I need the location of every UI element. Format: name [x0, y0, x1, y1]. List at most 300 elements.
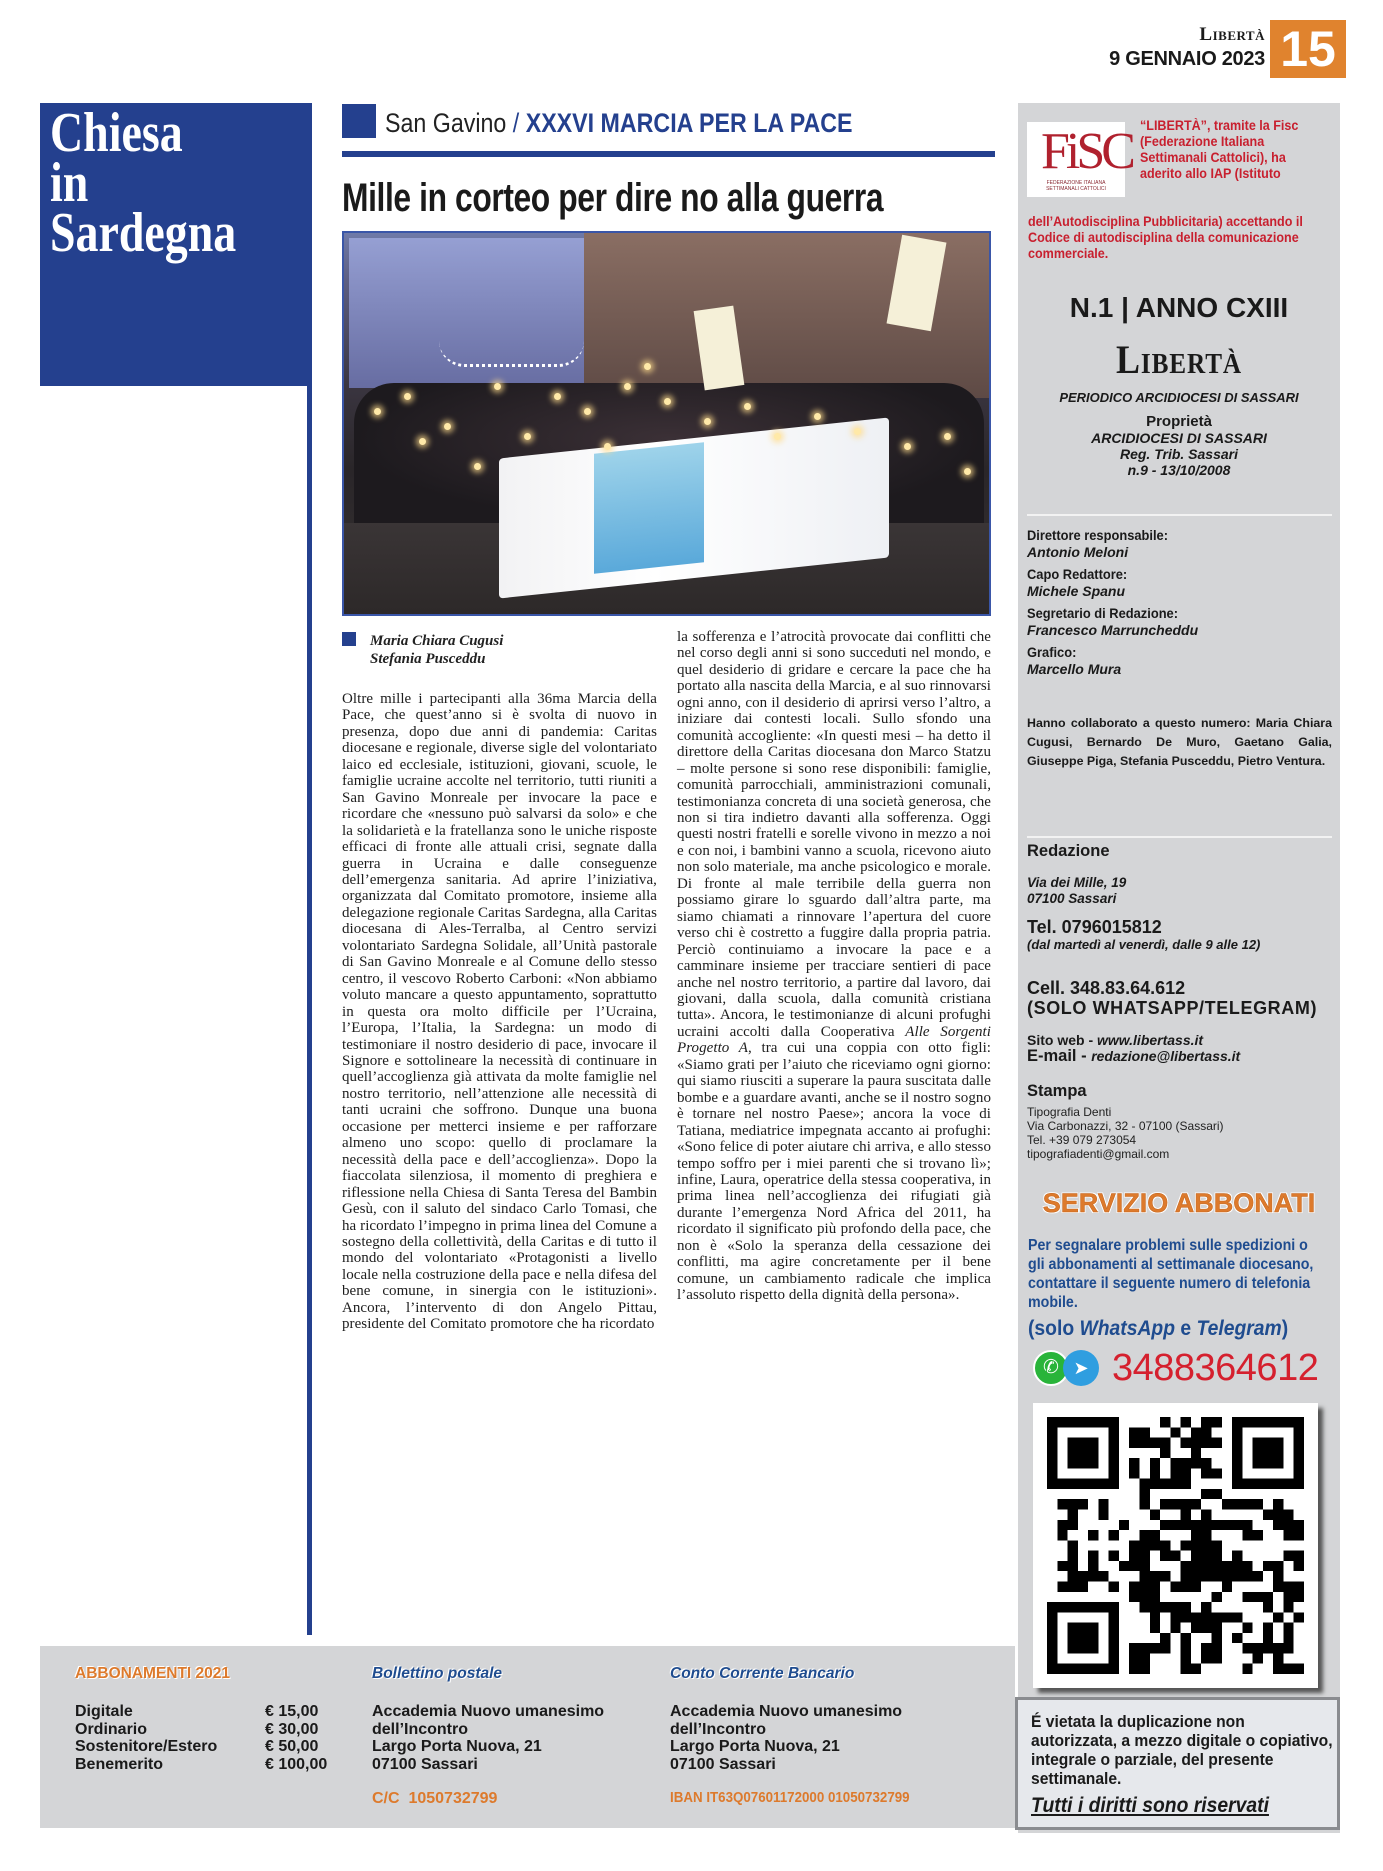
qr-module	[1088, 1623, 1098, 1633]
qr-module	[1294, 1438, 1304, 1448]
qr-module	[1068, 1458, 1078, 1468]
qr-module	[1181, 1458, 1191, 1468]
printer-line: tipografiadenti@gmail.com	[1027, 1147, 1170, 1161]
qr-module	[1140, 1530, 1150, 1540]
staff-name: Michele Spanu	[1027, 582, 1126, 599]
qr-module	[1273, 1499, 1283, 1509]
qr-module	[1191, 1612, 1201, 1622]
registration: Reg. Trib. Sassari	[1119, 446, 1238, 462]
candle-light	[494, 383, 501, 390]
qr-module	[1211, 1438, 1221, 1448]
qr-module	[1129, 1551, 1139, 1561]
address-line: Largo Porta Nuova, 21	[670, 1738, 840, 1755]
qr-module	[1211, 1633, 1221, 1643]
qr-module	[1150, 1581, 1160, 1591]
address-line: Accademia Nuovo umanesimo	[670, 1703, 903, 1720]
page-number: 15	[1270, 20, 1346, 78]
qr-module	[1222, 1612, 1232, 1622]
qr-module	[1273, 1520, 1283, 1530]
qr-module	[1140, 1592, 1150, 1602]
kicker-rule	[342, 151, 995, 157]
qr-module	[1181, 1499, 1191, 1509]
qr-module	[1191, 1551, 1201, 1561]
fisc-logo	[1027, 122, 1132, 197]
qr-module	[1129, 1458, 1139, 1468]
headline: Mille in corteo per dire no alla guerra	[342, 176, 884, 220]
qr-module	[1242, 1499, 1252, 1509]
qr-module	[1057, 1479, 1067, 1489]
qr-module	[1109, 1551, 1119, 1561]
qr-module	[1068, 1561, 1078, 1571]
qr-module	[1201, 1571, 1211, 1581]
qr-module	[1047, 1653, 1057, 1663]
qr-module	[1283, 1479, 1293, 1489]
candle-light	[704, 418, 711, 425]
address-line: 07100 Sassari	[1027, 891, 1117, 906]
qr-module	[1181, 1653, 1191, 1663]
periodico: PERIODICO ARCIDIOCESI DI SASSARI	[1059, 390, 1299, 405]
qr-module	[1191, 1520, 1201, 1530]
qr-module	[1129, 1581, 1139, 1591]
qr-module	[1160, 1643, 1170, 1653]
qr-module	[1211, 1623, 1221, 1633]
qr-module	[1088, 1664, 1098, 1674]
qr-module	[1129, 1540, 1139, 1550]
byline-square	[342, 632, 356, 646]
qr-module	[1088, 1571, 1098, 1581]
qr-module	[1191, 1448, 1201, 1458]
qr-module	[1078, 1664, 1088, 1674]
qr-module	[1078, 1602, 1088, 1612]
qr-module	[1253, 1448, 1263, 1458]
qr-module	[1283, 1530, 1293, 1540]
qr-module	[1181, 1664, 1191, 1674]
qr-module	[1119, 1561, 1129, 1571]
qr-module	[1232, 1479, 1242, 1489]
qr-module	[1170, 1551, 1180, 1561]
collaborators: Hanno collaborato a questo numero: Maria Chiara Cugusi, Bernardo De Muro, Gaetano Galia, Giuseppe Piga, Stefania Pusceddu, Pietro Ventura.	[1027, 716, 1332, 768]
qr-module	[1047, 1448, 1057, 1458]
qr-module	[1129, 1643, 1139, 1653]
qr-module	[1170, 1612, 1180, 1622]
bank-address	[670, 1703, 902, 1773]
qr-module	[1273, 1653, 1283, 1663]
qr-module	[1294, 1581, 1304, 1591]
qr-module	[1170, 1581, 1180, 1591]
staff-item	[1027, 527, 1332, 560]
staff-role: Capo Redattore:	[1027, 566, 1128, 582]
column-text: , tra cui una coppia con otto figli: «Siamo grati per l’aiuto che riceviamo ogni giorno: qui siamo riusciti a superare la paura suscitata dalle bombe e a guardare avanti, anche se il nostro sogno è tornare nel nostro Paese»; ancora la voce di Tatiana, mediatrice impegnata accanto ai profughi: «Sono felice di poter aiutare chi arriva, e allo stesso tempo soffro per i miei parenti che si trovano lì»; infine, Laura, operatrice della stessa cooperativa, in prima linea nell’accoglienza dei rifugiati già durante l’emergenza Nord Africa del 2011, ha ricordato il significato più profondo della pace, che non è «Solo la speranza della cessazione dei conflitti, ma agire concretamente per il bene comune, un cambiamento radicale che implica l’assoluto rispetto della dignità della persona».	[677, 1040, 992, 1304]
qr-module	[1068, 1438, 1078, 1448]
qr-module	[1242, 1417, 1252, 1427]
qr-module	[1098, 1571, 1108, 1581]
qr-module	[1088, 1602, 1098, 1612]
qr-module	[1109, 1643, 1119, 1653]
qr-module	[1160, 1479, 1170, 1489]
qr-module	[1109, 1633, 1119, 1643]
qr-module	[1253, 1458, 1263, 1468]
qr-module	[1047, 1602, 1057, 1612]
qr-module	[1273, 1643, 1283, 1653]
qr-module	[1088, 1561, 1098, 1571]
qr-module	[1201, 1551, 1211, 1561]
candle-light	[604, 443, 611, 450]
candle-light	[474, 463, 481, 470]
qr-module	[1160, 1520, 1170, 1530]
qr-module	[1160, 1499, 1170, 1509]
qr-module	[1283, 1551, 1293, 1561]
candle-light	[444, 423, 451, 430]
qr-module	[1201, 1612, 1211, 1622]
qr-module	[1078, 1633, 1088, 1643]
qr-module	[1242, 1592, 1252, 1602]
qr-module	[1294, 1520, 1304, 1530]
qr-module	[1160, 1551, 1170, 1561]
fisc-notice: “LIBERTÀ”, tramite la Fisc (Federazione Italiana Settimanali Cattolici), ha aderito allo IAP (Istituto	[1140, 118, 1299, 181]
qr-module	[1253, 1592, 1263, 1602]
qr-module	[1088, 1417, 1098, 1427]
address-line: dell’Incontro	[372, 1720, 468, 1738]
qr-module	[1068, 1520, 1078, 1530]
qr-module	[1211, 1561, 1221, 1571]
separator	[1027, 836, 1332, 838]
qr-module	[1088, 1643, 1098, 1653]
qr-module	[1242, 1664, 1252, 1674]
qr-module	[1242, 1643, 1252, 1653]
qr-module	[1140, 1664, 1150, 1674]
qr-module	[1222, 1520, 1232, 1530]
qr-module	[1098, 1602, 1108, 1612]
candle-light	[774, 433, 781, 440]
staff-role: Grafico:	[1027, 644, 1077, 660]
staff-list	[1027, 527, 1332, 683]
qr-module	[1294, 1612, 1304, 1622]
qr-module	[1294, 1468, 1304, 1478]
qr-module	[1181, 1633, 1191, 1643]
qr-module	[1068, 1571, 1078, 1581]
telephone[interactable]: Tel. 0796015812	[1027, 917, 1162, 937]
telephone-hours: (dal martedì al venerdì, dalle 9 alle 12)	[1027, 937, 1261, 952]
qr-module	[1283, 1633, 1293, 1643]
qr-module	[1181, 1520, 1191, 1530]
candle-light	[904, 443, 911, 450]
qr-module	[1078, 1479, 1088, 1489]
qr-module	[1057, 1499, 1067, 1509]
qr-code-modules	[1047, 1417, 1304, 1674]
qr-module	[1273, 1458, 1283, 1468]
qr-module	[1242, 1623, 1252, 1633]
qr-module	[1068, 1479, 1078, 1489]
qr-module	[1211, 1489, 1221, 1499]
qr-module	[1222, 1499, 1232, 1509]
qr-module	[1098, 1417, 1108, 1427]
price-value: € 30,00	[265, 1720, 319, 1738]
qr-module	[1078, 1643, 1088, 1653]
qr-module	[1160, 1602, 1170, 1612]
qr-module	[1232, 1551, 1242, 1561]
staff-item	[1027, 605, 1332, 638]
qr-module	[1191, 1458, 1201, 1468]
redazione-title: Redazione	[1027, 842, 1110, 860]
qr-module	[1088, 1448, 1098, 1458]
masthead-small: Libertà	[1199, 24, 1265, 45]
qr-module	[1150, 1530, 1160, 1540]
staff-item	[1027, 644, 1332, 677]
qr-module	[1232, 1427, 1242, 1437]
qr-module	[1140, 1499, 1150, 1509]
qr-module	[1109, 1664, 1119, 1674]
servizio-abbonati-text: Per segnalare problemi sulle spedizioni o gli abbonamenti al settimanale diocesano, contattare il seguente numero di telefonia mobile.	[1028, 1237, 1314, 1311]
qr-module	[1068, 1551, 1078, 1561]
article-photo	[342, 231, 991, 616]
qr-module	[1068, 1417, 1078, 1427]
qr-module	[1181, 1643, 1191, 1653]
qr-module	[1232, 1438, 1242, 1448]
libertà-logo: Libertà	[1115, 337, 1243, 382]
qr-module	[1109, 1602, 1119, 1612]
qr-module	[1181, 1581, 1191, 1591]
qr-module	[1150, 1612, 1160, 1622]
qr-module	[1273, 1448, 1283, 1458]
qr-module	[1109, 1623, 1119, 1633]
qr-module	[1283, 1417, 1293, 1427]
qr-module	[1273, 1479, 1283, 1489]
cooperative-name: Alle Sorgenti Progetto A	[677, 1023, 991, 1057]
qr-module	[1253, 1499, 1263, 1509]
note-telegram: Telegram	[1196, 1317, 1282, 1340]
qr-module	[1109, 1427, 1119, 1437]
candle-light	[744, 403, 751, 410]
price-value: € 100,00	[265, 1755, 328, 1773]
qr-module	[1068, 1540, 1078, 1550]
cellphone[interactable]: Cell. 348.83.64.612	[1027, 978, 1186, 998]
qr-module	[1170, 1427, 1180, 1437]
qr-module	[1047, 1458, 1057, 1468]
rights-reserved: Tutti i diritti sono riservati	[1031, 1794, 1269, 1817]
subscriptions-title: ABBONAMENTI 2021	[75, 1665, 231, 1682]
qr-module	[1150, 1571, 1160, 1581]
qr-module	[1263, 1479, 1273, 1489]
qr-module	[1140, 1438, 1150, 1448]
qr-module	[1057, 1581, 1067, 1591]
qr-module	[1294, 1479, 1304, 1489]
qr-code[interactable]	[1033, 1403, 1318, 1688]
section-title: Chiesa in Sardegna	[50, 102, 237, 264]
qr-module	[1201, 1458, 1211, 1468]
price-row	[75, 1703, 327, 1721]
qr-module	[1140, 1571, 1150, 1581]
qr-module	[1232, 1612, 1242, 1622]
email-label: E-mail -	[1027, 1047, 1092, 1065]
qr-module	[1294, 1561, 1304, 1571]
qr-module	[1150, 1643, 1160, 1653]
qr-module	[1273, 1571, 1283, 1581]
website-link[interactable]: www.libertass.it	[1097, 1032, 1204, 1048]
staff-item	[1027, 566, 1332, 599]
qr-module	[1211, 1540, 1221, 1550]
qr-module	[1253, 1417, 1263, 1427]
qr-module	[1294, 1448, 1304, 1458]
qr-module	[1263, 1643, 1273, 1653]
qr-module	[1211, 1520, 1221, 1530]
qr-module	[1170, 1623, 1180, 1633]
email-link[interactable]: redazione@libertass.it	[1091, 1048, 1241, 1064]
qr-module	[1211, 1571, 1221, 1581]
price-row	[75, 1738, 327, 1756]
qr-module	[1140, 1489, 1150, 1499]
fisc-notice-cont: dell’Autodisciplina Pubblicitaria) accettando il Codice di autodisciplina della comunicazione commerciale.	[1028, 214, 1303, 261]
qr-module	[1211, 1612, 1221, 1622]
qr-module	[1047, 1664, 1057, 1674]
qr-module	[1047, 1643, 1057, 1653]
qr-module	[1294, 1551, 1304, 1561]
qr-module	[1160, 1448, 1170, 1458]
staff-name: Antonio Meloni	[1027, 543, 1129, 560]
qr-module	[1253, 1653, 1263, 1663]
qr-module	[1078, 1448, 1088, 1458]
bank-iban: IBAN IT63Q07601172000 01050732799	[670, 1790, 910, 1806]
qr-module	[1068, 1448, 1078, 1458]
qr-module	[1283, 1643, 1293, 1653]
qr-module	[1201, 1510, 1211, 1520]
qr-module	[1273, 1561, 1283, 1571]
qr-module	[1150, 1468, 1160, 1478]
postal-title: Bollettino postale	[372, 1665, 503, 1682]
qr-module	[1181, 1602, 1191, 1612]
kicker-square	[342, 104, 376, 138]
qr-module	[1129, 1653, 1139, 1663]
price-row	[75, 1721, 327, 1739]
qr-module	[1047, 1427, 1057, 1437]
qr-module	[1109, 1653, 1119, 1663]
author: Maria Chiara Cugusi	[370, 633, 504, 649]
candle-light	[944, 433, 951, 440]
qr-module	[1098, 1499, 1108, 1509]
qr-module	[1109, 1458, 1119, 1468]
qr-module	[1109, 1468, 1119, 1478]
qr-module	[1201, 1468, 1211, 1478]
qr-module	[1068, 1643, 1078, 1653]
qr-module	[1181, 1612, 1191, 1622]
qr-module	[1191, 1623, 1201, 1633]
qr-module	[1047, 1623, 1057, 1633]
copyright-text: É vietata la duplicazione non autorizzata, a mezzo digitale o copiativo, integrale o parziale, del presente settimanale.	[1031, 1712, 1333, 1788]
qr-module	[1057, 1417, 1067, 1427]
ownership-owner: ARCIDIOCESI DI SASSARI	[1091, 430, 1267, 446]
qr-module	[1201, 1438, 1211, 1448]
qr-module	[1170, 1479, 1180, 1489]
qr-module	[1078, 1417, 1088, 1427]
note-whatsapp: WhatsApp	[1079, 1317, 1176, 1340]
kicker-topic: XXXVI MARCIA PER LA PACE	[525, 108, 853, 138]
qr-module	[1140, 1643, 1150, 1653]
qr-module	[1191, 1581, 1201, 1591]
qr-module	[1078, 1499, 1088, 1509]
qr-module	[1129, 1592, 1139, 1602]
qr-module	[1242, 1571, 1252, 1581]
qr-module	[1057, 1530, 1067, 1540]
separator	[1027, 514, 1332, 516]
candle-light	[584, 408, 591, 415]
qr-module	[1273, 1510, 1283, 1520]
candle-light	[644, 363, 651, 370]
qr-module	[1140, 1479, 1150, 1489]
qr-module	[1129, 1427, 1139, 1437]
qr-module	[1273, 1664, 1283, 1674]
qr-module	[1191, 1438, 1201, 1448]
candle-light	[624, 383, 631, 390]
candle-light	[964, 468, 971, 475]
qr-module	[1253, 1530, 1263, 1540]
messaging-note	[1028, 1317, 1288, 1341]
qr-module	[1047, 1438, 1057, 1448]
qr-module	[1294, 1530, 1304, 1540]
qr-module	[1201, 1602, 1211, 1612]
qr-module	[1181, 1468, 1191, 1478]
qr-module	[1057, 1561, 1067, 1571]
qr-module	[1068, 1664, 1078, 1674]
qr-module	[1047, 1612, 1057, 1622]
qr-module	[1181, 1417, 1191, 1427]
qr-module	[1242, 1530, 1252, 1540]
qr-module	[1242, 1479, 1252, 1489]
qr-module	[1222, 1581, 1232, 1591]
qr-module	[1150, 1438, 1160, 1448]
qr-module	[1211, 1653, 1221, 1663]
qr-module	[1109, 1448, 1119, 1458]
qr-module	[1088, 1551, 1098, 1561]
qr-module	[1283, 1520, 1293, 1530]
qr-module	[1181, 1438, 1191, 1448]
cellphone-note: (SOLO WHATSAPP/TELEGRAM)	[1027, 998, 1318, 1018]
qr-module	[1263, 1510, 1273, 1520]
price-value: € 15,00	[265, 1703, 319, 1720]
qr-module	[1263, 1448, 1273, 1458]
qr-module	[1047, 1417, 1057, 1427]
article-column-1: Oltre mille i partecipanti alla 36ma Marcia della Pace, che quest’anno si è svolta di nuovo in presenza, dopo due anni di pandemia: Caritas diocesane e regionale, diverse sigle del volontariato laico ed ecclesiale, istituzioni, giovani, scuole, le famiglie ucraine accolte nel territorio, tutti riuniti a San Gavino Monreale per invocare la pace e ricordare che «nessuno può salvarsi da solo» e che la solidarietà e la fratellanza sono le uniche risposte efficaci di fronte alle attuali crisi, segnate dalla guerra in Ucraina e dalle conseguenze dell’emergenza sanitaria. Ad aprire l’iniziativa, organizzata dal Comitato promotore, insieme alla delegazione regionale Caritas Sardegna, alla Caritas diocesana di Ales-Terralba, al Centro servizi volontariato Sardegna Solidale, all’Unità pastorale di San Gavino Monreale e al Comune dello stesso centro, il vescovo Roberto Carboni: «Non abbiamo voluto mancare a questo appuntamento, soprattutto in questa ora molto difficile per l’Ucraina, l’Europa, l’Italia, la Sardegna: un modo di testimoniare il nostro desiderio di pace, invocare il Signore e sottolineare la necessità di continuare in quell’accoglienza già attivata da molte famiglie nel nostro territorio, nell’attenzione alle necessità di tanti ucraini che soffrono. Dunque una buona occasione per metterci insieme e per rafforzare almeno uno scopo: quello di proclamare la necessità della pace e dell’accoglienza». Dopo la fiaccolata silenziosa, il momento di preghiera e riflessione nella Chiesa di Santa Teresa del Bambin Gesù, con il saluto del sindaco Carlo Tomasi, che ha ricordato l’impegno in prima linea del Comune a sostegno della collettività, della Caritas e di tutto il mondo del volontariato «Protagonisti a livello locale nella costruzione della pace e nella difesa del bene comune, in sinergia con le istituzioni». Ancora, l’intervento di don Angelo Pittau, presidente del Comitato promotore che ha ricordato	[342, 691, 657, 1333]
qr-module	[1088, 1438, 1098, 1448]
qr-module	[1263, 1602, 1273, 1612]
address-line: Accademia Nuovo umanesimo	[372, 1703, 605, 1720]
qr-module	[1283, 1510, 1293, 1520]
price-value: € 50,00	[265, 1738, 319, 1755]
photo-christmas-lights	[439, 341, 584, 367]
issue-date: 9 GENNAIO 2023	[1109, 48, 1265, 70]
qr-module	[1047, 1468, 1057, 1478]
qr-module	[1150, 1510, 1160, 1520]
staff-role: Direttore responsabile:	[1027, 527, 1169, 543]
qr-module	[1109, 1581, 1119, 1591]
qr-module	[1201, 1643, 1211, 1653]
qr-module	[1160, 1438, 1170, 1448]
qr-module	[1170, 1468, 1180, 1478]
qr-module	[1273, 1438, 1283, 1448]
qr-module	[1078, 1581, 1088, 1591]
qr-module	[1068, 1510, 1078, 1520]
qr-module	[1078, 1438, 1088, 1448]
kicker-separator: /	[506, 108, 526, 138]
note-text: (solo	[1028, 1317, 1080, 1340]
qr-module	[1078, 1623, 1088, 1633]
qr-module	[1232, 1468, 1242, 1478]
qr-module	[1253, 1479, 1263, 1489]
qr-module	[1057, 1664, 1067, 1674]
subscriber-phone[interactable]: 3488364612	[1112, 1347, 1319, 1389]
qr-module	[1263, 1561, 1273, 1571]
qr-module	[1150, 1458, 1160, 1468]
ownership	[1018, 414, 1340, 478]
qr-module	[1232, 1520, 1242, 1530]
